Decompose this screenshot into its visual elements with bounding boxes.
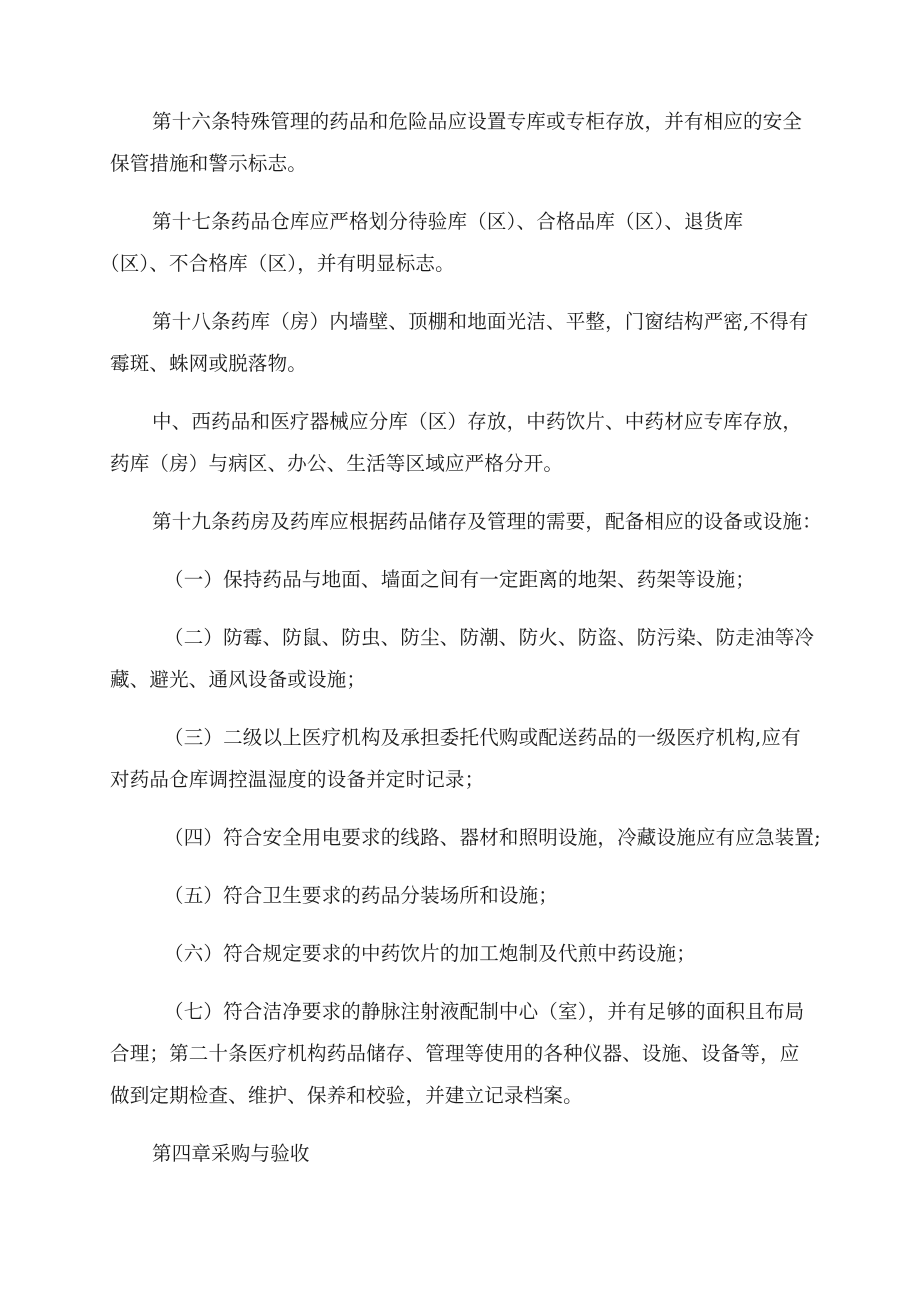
item-6-line-1: （六）符合规定要求的中药饮片的加工炮制及代煎中药设施； xyxy=(164,942,696,965)
article-19-line-1: 第十九条药房及药库应根据药品储存及管理的需要，配备相应的设备或设施： xyxy=(152,510,822,533)
item-7-line-3: 做到定期检查、维护、保养和校验，并建立记录档案。 xyxy=(110,1084,583,1107)
article-16-line-1: 第十六条特殊管理的药品和危险品应设置专库或专柜存放，并有相应的安全 xyxy=(152,110,803,133)
item-3-line-2: 对药品仓库调控温湿度的设备并定时记录； xyxy=(110,768,485,791)
item-4-line-1: （四）符合安全用电要求的线路、器材和照明设施，冷藏设施应有应急装置; xyxy=(164,826,821,849)
storage-paragraph-line-1: 中、西药品和医疗器械应分库（区）存放，中药饮片、中药材应专库存放， xyxy=(152,410,803,433)
article-18-line-1: 第十八条药库（房）内墙壁、顶棚和地面光洁、平整，门窗结构严密,不得有 xyxy=(152,310,809,333)
item-7-line-2: 合理；第二十条医疗机构药品储存、管理等使用的各种仪器、设施、设备等，应 xyxy=(110,1042,800,1065)
chapter-4-heading: 第四章采购与验收 xyxy=(152,1142,310,1165)
article-17-line-1: 第十七条药品仓库应严格划分待验库（区）、合格品库（区）、退货库 xyxy=(152,210,744,233)
item-7-line-1: （七）符合洁净要求的静脉注射液配制中心（室），并有足够的面积且布局 xyxy=(164,1000,805,1023)
item-2-line-2: 藏、避光、通风设备或设施； xyxy=(110,668,367,691)
item-2-line-1: （二）防霉、防鼠、防虫、防尘、防潮、防火、防盗、防污染、防走油等冷 xyxy=(164,626,815,649)
article-16-line-2: 保管措施和警示标志。 xyxy=(110,152,308,175)
storage-paragraph-line-2: 药库（房）与病区、办公、生活等区域应严格分开。 xyxy=(110,452,564,475)
item-5-line-1: （五）符合卫生要求的药品分装场所和设施； xyxy=(164,884,559,907)
item-1-line-1: （一）保持药品与地面、墙面之间有一定距离的地架、药架等设施； xyxy=(164,568,756,591)
article-17-line-2: （区）、不合格库（区），并有明显标志。 xyxy=(100,252,455,275)
item-3-line-1: （三）二级以上医疗机构及承担委托代购或配送药品的一级医疗机构,应有 xyxy=(164,726,801,749)
article-18-line-2: 霉斑、蛛网或脱落物。 xyxy=(110,352,308,375)
